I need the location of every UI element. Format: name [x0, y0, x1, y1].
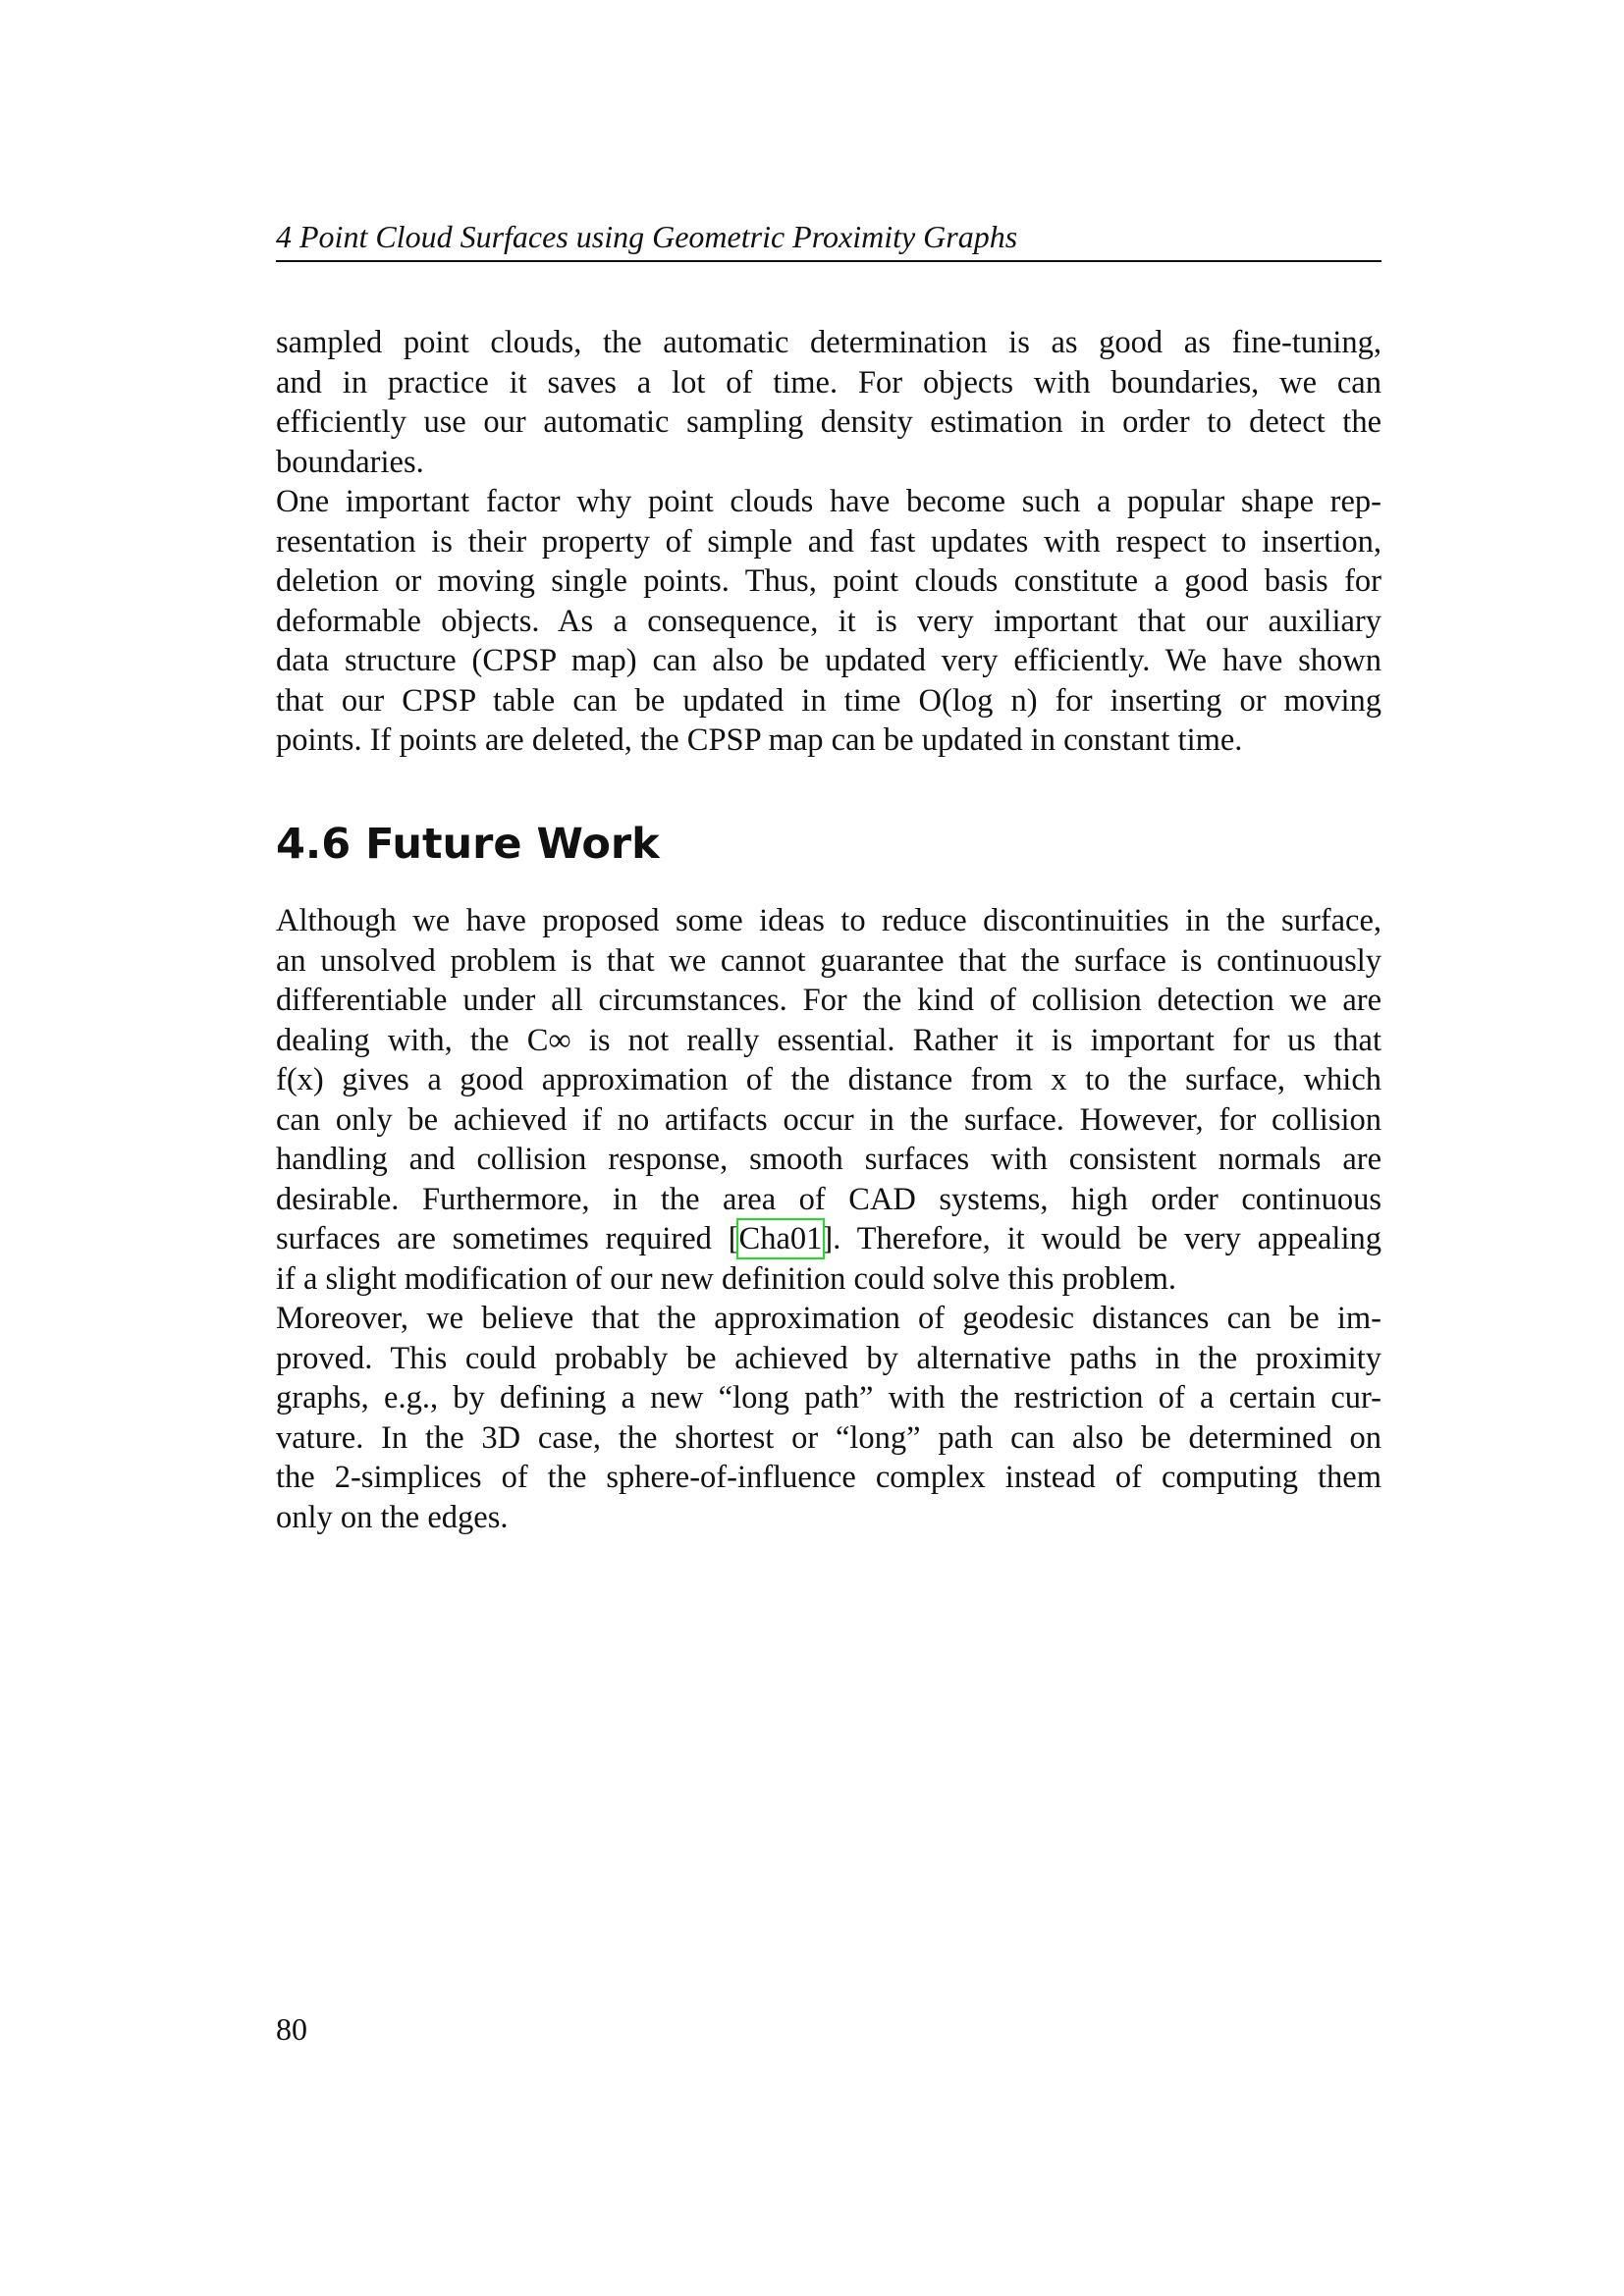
text-line: f(x) gives a good approximation of the distance from x to the surface, which: [276, 1062, 1381, 1097]
paragraph-4: [276, 1299, 1381, 1537]
citation-link[interactable]: Cha01: [738, 1221, 823, 1256]
text-line: surfaces are sometimes required [Cha01]. Therefore, it would be very appealing: [276, 1221, 1381, 1256]
text-line: deformable objects. As a consequence, it is very important that our auxiliary: [276, 603, 1381, 639]
text-line: can only be achieved if no artifacts occur in the surface. However, for collision: [276, 1101, 1381, 1138]
text-line: Moreover, we believe that the approximation of geodesic distances can be im-: [276, 1301, 1381, 1336]
text-line: handling and collision response, smooth surfaces with consistent normals are: [276, 1142, 1381, 1177]
text-line: differentiable under all circumstances. For the kind of collision detection we are: [276, 983, 1381, 1018]
text-line: sampled point clouds, the automatic determination is as good as fine-tuning,: [276, 325, 1381, 360]
paragraph-2: [276, 482, 1381, 761]
text-line: the 2-simplices of the sphere-of-influence complex instead of computing them: [276, 1460, 1381, 1495]
text-line: graphs, e.g., by defining a new “long path” with the restriction of a certain cur-: [276, 1380, 1381, 1415]
running-header: 4 Point Cloud Surfaces using Geometric Proximity Graphs: [276, 219, 1018, 254]
section-heading: 4.6 Future Work: [276, 820, 660, 869]
text-line: and in practice it saves a lot of time. For objects with boundaries, we can: [276, 364, 1381, 400]
text-line: Although we have proposed some ideas to reduce discontinuities in the surface,: [276, 903, 1381, 938]
paragraph-1: [276, 323, 1381, 482]
text-line: if a slight modification of our new definition could solve this problem.: [276, 1260, 1177, 1297]
text-line: vature. In the 3D case, the shortest or “long” path can also be determined on: [276, 1419, 1381, 1456]
text-line: desirable. Furthermore, in the area of CAD systems, high order continuous: [276, 1181, 1381, 1217]
text-line: One important factor why point clouds have become such a popular shape rep-: [276, 484, 1381, 519]
header-rule: [276, 260, 1381, 262]
text-line: dealing with, the C∞ is not really essential. Rather it is important for us that: [276, 1022, 1381, 1058]
page-number: 80: [276, 2011, 307, 2047]
text-line: an unsolved problem is that we cannot guarantee that the surface is continuously: [276, 942, 1381, 979]
text-line: deletion or moving single points. Thus, point clouds constitute a good basis for: [276, 563, 1381, 599]
text-line: data structure (CPSP map) can also be updated very efficiently. We have shown: [276, 643, 1381, 678]
text-line: that our CPSP table can be updated in time O(log n) for inserting or moving: [276, 682, 1381, 719]
text-line: only on the edges.: [276, 1499, 509, 1535]
text-line: proved. This could probably be achieved by alternative paths in the proximity: [276, 1340, 1381, 1376]
text-line: resentation is their property of simple and fast updates with respect to insertion,: [276, 523, 1381, 560]
text-line: points. If points are deleted, the CPSP map can be updated in constant time.: [276, 722, 1243, 758]
paragraph-3: [276, 901, 1381, 1299]
text-line: efficiently use our automatic sampling density estimation in order to detect the: [276, 404, 1381, 440]
text-line: boundaries.: [276, 444, 424, 480]
